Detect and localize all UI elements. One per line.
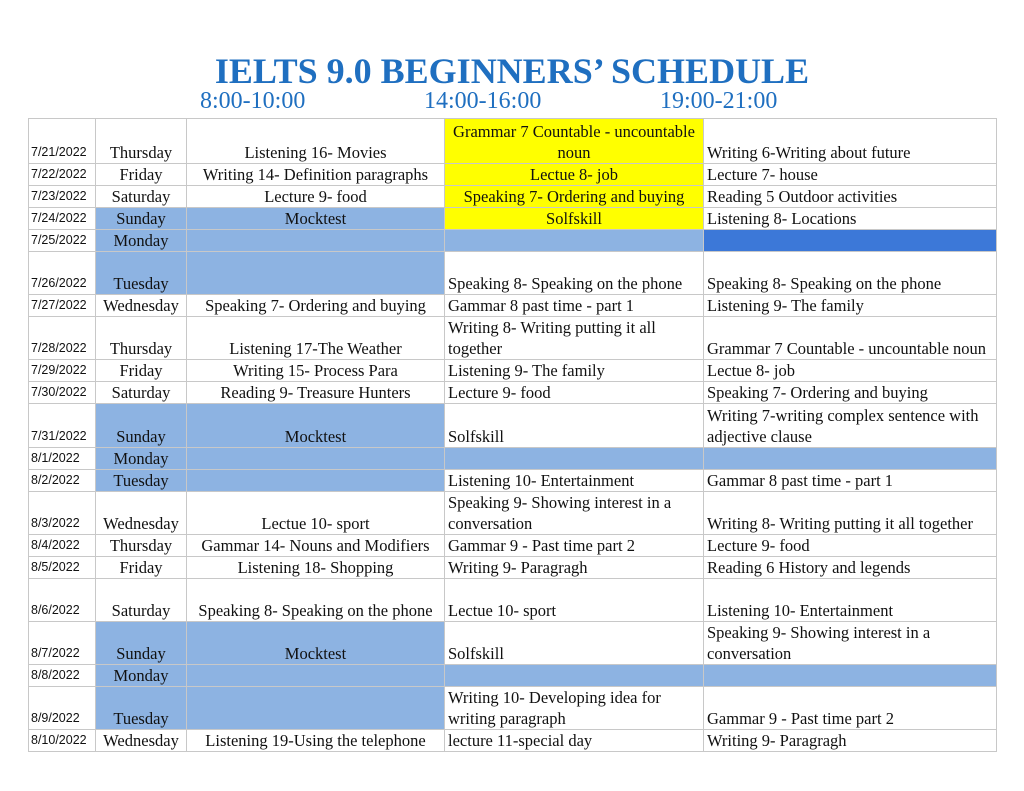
date-cell: 7/31/2022 [29, 404, 96, 448]
day-cell: Saturday [96, 186, 187, 208]
afternoon-cell: Writing 10- Developing idea for writing paragraph [445, 687, 704, 730]
day-cell: Wednesday [96, 492, 187, 535]
afternoon-cell: Lectue 10- sport [445, 579, 704, 622]
morning-cell [187, 252, 445, 295]
day-cell: Thursday [96, 535, 187, 557]
date-cell: 8/10/2022 [29, 730, 96, 752]
evening-cell: Speaking 8- Speaking on the phone [704, 252, 997, 295]
table-row [29, 230, 997, 252]
morning-cell [187, 470, 445, 492]
table-row [29, 622, 997, 665]
morning-cell: Writing 14- Definition paragraphs [187, 164, 445, 186]
day-cell: Saturday [96, 579, 187, 622]
morning-cell [187, 687, 445, 730]
day-cell: Sunday [96, 622, 187, 665]
day-cell: Thursday [96, 119, 187, 164]
day-cell: Monday [96, 230, 187, 252]
table-row [29, 492, 997, 535]
table-row [29, 687, 997, 730]
schedule-table [28, 118, 997, 752]
morning-cell: Speaking 7- Ordering and buying [187, 295, 445, 317]
table-row [29, 730, 997, 752]
day-cell: Wednesday [96, 730, 187, 752]
date-cell: 8/9/2022 [29, 687, 96, 730]
evening-cell: Writing 9- Paragragh [704, 730, 997, 752]
table-row [29, 295, 997, 317]
morning-cell [187, 448, 445, 470]
evening-cell: Writing 6-Writing about future [704, 119, 997, 164]
day-cell: Thursday [96, 317, 187, 360]
date-cell: 8/8/2022 [29, 665, 96, 687]
day-cell: Friday [96, 360, 187, 382]
afternoon-cell [445, 230, 704, 252]
table-row [29, 557, 997, 579]
morning-cell: Writing 15- Process Para [187, 360, 445, 382]
date-cell: 8/4/2022 [29, 535, 96, 557]
evening-cell: Writing 8- Writing putting it all together [704, 492, 997, 535]
table-row [29, 164, 997, 186]
evening-cell: Lecture 9- food [704, 535, 997, 557]
afternoon-cell: Speaking 9- Showing interest in a conversation [445, 492, 704, 535]
evening-cell: Gammar 8 past time - part 1 [704, 470, 997, 492]
date-cell: 7/30/2022 [29, 382, 96, 404]
day-cell: Monday [96, 448, 187, 470]
day-cell: Wednesday [96, 295, 187, 317]
afternoon-cell: Lecture 9- food [445, 382, 704, 404]
day-cell: Friday [96, 557, 187, 579]
afternoon-cell: Listening 10- Entertainment [445, 470, 704, 492]
date-cell: 7/28/2022 [29, 317, 96, 360]
morning-cell: Listening 19-Using the telephone [187, 730, 445, 752]
evening-cell: Speaking 7- Ordering and buying [704, 382, 997, 404]
afternoon-cell: Speaking 8- Speaking on the phone [445, 252, 704, 295]
morning-cell: Listening 16- Movies [187, 119, 445, 164]
slot-evening: 19:00-21:00 [660, 88, 778, 114]
day-cell: Tuesday [96, 687, 187, 730]
schedule-title: IELTS 9.0 BEGINNERS’ SCHEDULE [214, 51, 810, 91]
table-row [29, 579, 997, 622]
evening-cell: Listening 10- Entertainment [704, 579, 997, 622]
date-cell: 7/22/2022 [29, 164, 96, 186]
evening-cell [704, 230, 997, 252]
date-cell: 8/7/2022 [29, 622, 96, 665]
slot-afternoon: 14:00-16:00 [424, 88, 542, 114]
date-cell: 7/24/2022 [29, 208, 96, 230]
day-cell: Saturday [96, 382, 187, 404]
morning-cell: Reading 9- Treasure Hunters [187, 382, 445, 404]
morning-cell: Mocktest [187, 622, 445, 665]
afternoon-cell: Listening 9- The family [445, 360, 704, 382]
evening-cell: Lectue 8- job [704, 360, 997, 382]
afternoon-cell: lecture 11-special day [445, 730, 704, 752]
morning-cell: Speaking 8- Speaking on the phone [187, 579, 445, 622]
afternoon-cell: Solfskill [445, 208, 704, 230]
evening-cell: Reading 6 History and legends [704, 557, 997, 579]
day-cell: Sunday [96, 208, 187, 230]
afternoon-cell: Grammar 7 Countable - uncountable noun [445, 119, 704, 164]
evening-cell: Grammar 7 Countable - uncountable noun [704, 317, 997, 360]
date-cell: 8/1/2022 [29, 448, 96, 470]
day-cell: Sunday [96, 404, 187, 448]
date-cell: 7/26/2022 [29, 252, 96, 295]
afternoon-cell: Gammar 8 past time - part 1 [445, 295, 704, 317]
evening-cell [704, 665, 997, 687]
evening-cell: Reading 5 Outdoor activities [704, 186, 997, 208]
table-row [29, 208, 997, 230]
afternoon-cell: Solfskill [445, 404, 704, 448]
table-row [29, 448, 997, 470]
morning-cell: Lectue 10- sport [187, 492, 445, 535]
date-cell: 8/2/2022 [29, 470, 96, 492]
table-row [29, 360, 997, 382]
afternoon-cell [445, 665, 704, 687]
date-cell: 7/27/2022 [29, 295, 96, 317]
evening-cell: Lecture 7- house [704, 164, 997, 186]
date-cell: 8/6/2022 [29, 579, 96, 622]
date-cell: 7/25/2022 [29, 230, 96, 252]
afternoon-cell: Gammar 9 - Past time part 2 [445, 535, 704, 557]
table-row [29, 119, 997, 164]
table-row [29, 252, 997, 295]
evening-cell: Gammar 9 - Past time part 2 [704, 687, 997, 730]
table-row [29, 186, 997, 208]
date-cell: 7/23/2022 [29, 186, 96, 208]
table-row [29, 665, 997, 687]
morning-cell [187, 230, 445, 252]
afternoon-cell [445, 448, 704, 470]
afternoon-cell: Speaking 7- Ordering and buying [445, 186, 704, 208]
morning-cell [187, 665, 445, 687]
afternoon-cell: Writing 9- Paragragh [445, 557, 704, 579]
table-row [29, 535, 997, 557]
evening-cell [704, 448, 997, 470]
slot-morning: 8:00-10:00 [200, 88, 306, 114]
afternoon-cell: Writing 8- Writing putting it all together [445, 317, 704, 360]
evening-cell: Listening 9- The family [704, 295, 997, 317]
day-cell: Friday [96, 164, 187, 186]
date-cell: 8/3/2022 [29, 492, 96, 535]
table-row [29, 317, 997, 360]
date-cell: 7/21/2022 [29, 119, 96, 164]
morning-cell: Gammar 14- Nouns and Modifiers [187, 535, 445, 557]
table-row [29, 470, 997, 492]
morning-cell: Listening 18- Shopping [187, 557, 445, 579]
evening-cell: Writing 7-writing complex sentence with adjective clause [704, 404, 997, 448]
table-row [29, 404, 997, 448]
date-cell: 7/29/2022 [29, 360, 96, 382]
evening-cell: Speaking 9- Showing interest in a conversation [704, 622, 997, 665]
morning-cell: Listening 17-The Weather [187, 317, 445, 360]
day-cell: Monday [96, 665, 187, 687]
day-cell: Tuesday [96, 470, 187, 492]
morning-cell: Lecture 9- food [187, 186, 445, 208]
evening-cell: Listening 8- Locations [704, 208, 997, 230]
morning-cell: Mocktest [187, 404, 445, 448]
afternoon-cell: Solfskill [445, 622, 704, 665]
table-row [29, 382, 997, 404]
date-cell: 8/5/2022 [29, 557, 96, 579]
morning-cell: Mocktest [187, 208, 445, 230]
day-cell: Tuesday [96, 252, 187, 295]
afternoon-cell: Lectue 8- job [445, 164, 704, 186]
